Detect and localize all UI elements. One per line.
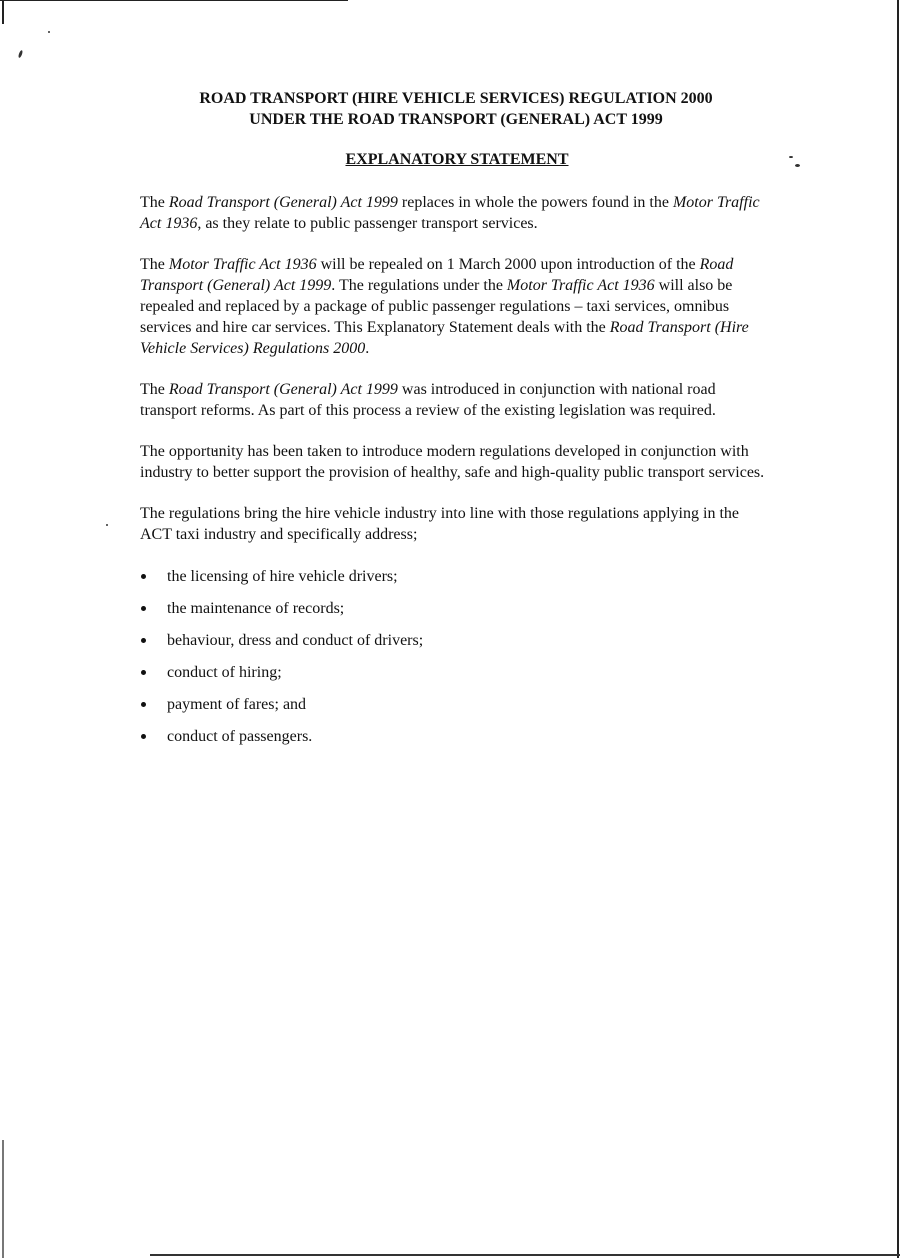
bullet-icon bbox=[141, 638, 146, 643]
bullet-icon bbox=[141, 702, 146, 707]
text-segment: The bbox=[140, 256, 169, 273]
italic-citation: Road Transport (Hire Vehicle Services) Regulations 2000 bbox=[140, 319, 749, 357]
paragraphs-container bbox=[140, 192, 770, 545]
text-segment: , as they relate to public passenger transport services. bbox=[197, 215, 538, 232]
document-body bbox=[140, 88, 770, 758]
paragraph bbox=[140, 379, 770, 421]
text-segment: The bbox=[140, 194, 169, 211]
scan-speck bbox=[18, 50, 24, 59]
list-item-text: the maintenance of records; bbox=[167, 600, 345, 617]
italic-citation: Motor Traffic Act 1936 bbox=[506, 277, 655, 294]
list-item bbox=[140, 598, 770, 619]
text-segment: The bbox=[140, 381, 169, 398]
list-item-text: payment of fares; and bbox=[167, 696, 307, 713]
scan-speck bbox=[48, 31, 50, 33]
paragraph bbox=[140, 254, 770, 359]
text-segment: replaces in whole the powers found in the bbox=[397, 194, 673, 211]
paragraph bbox=[140, 441, 770, 483]
scan-edge-top bbox=[0, 0, 348, 1]
italic-citation: Road Transport (General) Act 1999 bbox=[140, 256, 734, 294]
list-item bbox=[140, 662, 770, 683]
bullet-icon bbox=[141, 606, 146, 611]
list-item bbox=[140, 726, 770, 747]
scan-edge-right bbox=[897, 0, 899, 1258]
paragraph bbox=[140, 192, 770, 234]
scan-speck bbox=[789, 156, 793, 158]
text-segment: The opportunity has been taken to introduce modern regulations developed in conjunction with industry to better support the provision of healthy, safe and high-quality public transport services. bbox=[140, 443, 765, 481]
scan-speck bbox=[106, 524, 108, 526]
list-item-text: the licensing of hire vehicle drivers; bbox=[167, 568, 398, 585]
list-item-text: behaviour, dress and conduct of drivers; bbox=[167, 632, 424, 649]
text-segment: . bbox=[365, 340, 370, 357]
paragraph bbox=[140, 503, 770, 545]
scan-edge-left bbox=[2, 0, 4, 1258]
italic-citation: Road Transport (General) Act 1999 bbox=[168, 381, 398, 398]
italic-citation: Motor Traffic Act 1936 bbox=[140, 194, 760, 232]
title-line-2: UNDER THE ROAD TRANSPORT (GENERAL) ACT 1999 bbox=[249, 111, 663, 128]
text-segment: . The regulations under the bbox=[331, 277, 507, 294]
list-item-text: conduct of hiring; bbox=[167, 664, 282, 681]
scan-edge-bottom bbox=[150, 1254, 900, 1256]
italic-citation: Road Transport (General) Act 1999 bbox=[168, 194, 398, 211]
section-heading: EXPLANATORY STATEMENT bbox=[345, 151, 569, 168]
bullet-list bbox=[140, 566, 770, 747]
text-segment: will be repealed on 1 March 2000 upon introduction of the bbox=[316, 256, 700, 273]
title-line-1: ROAD TRANSPORT (HIRE VEHICLE SERVICES) REGULATION 2000 bbox=[199, 90, 713, 107]
bullet-icon bbox=[141, 670, 146, 675]
italic-citation: Motor Traffic Act 1936 bbox=[168, 256, 317, 273]
list-item-text: conduct of passengers. bbox=[167, 728, 313, 745]
text-segment: will also be repealed and replaced by a package of public passenger regulations – taxi services, omnibus services and hire car services. This Explanatory Statement deals with the bbox=[140, 277, 733, 336]
bullet-icon bbox=[141, 574, 146, 579]
list-item bbox=[140, 566, 770, 587]
bullet-icon bbox=[141, 734, 146, 739]
scan-speck bbox=[795, 164, 800, 167]
list-item bbox=[140, 694, 770, 715]
text-segment: was introduced in conjunction with national road transport reforms. As part of this process a review of the existing legislation was required. bbox=[140, 381, 716, 419]
list-item bbox=[140, 630, 770, 651]
document-title bbox=[140, 88, 770, 130]
text-segment: The regulations bring the hire vehicle industry into line with those regulations applying in the ACT taxi industry and specifically address; bbox=[140, 505, 739, 543]
